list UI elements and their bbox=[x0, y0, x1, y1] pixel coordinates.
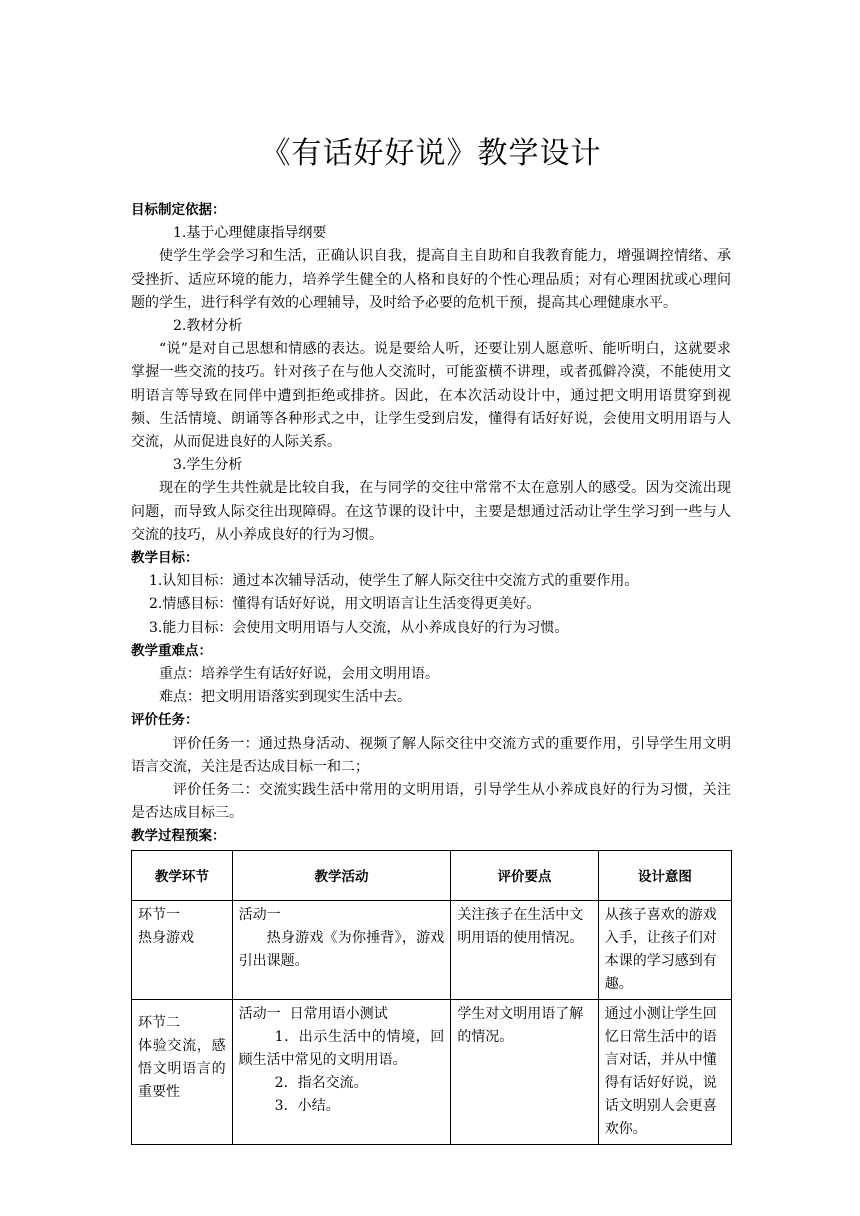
stage-cell bbox=[132, 999, 233, 1144]
stage-number: 环节一 bbox=[138, 906, 180, 923]
column-header: 教学环节 bbox=[132, 850, 233, 900]
basis-item-3-label: 3.学生分析 bbox=[173, 457, 243, 474]
basis-item-1-text: 使学生学会学习和生活，正确认识自我，提高自主自助和自我教育能力，增强调控情绪、承受挫折、适应环境的能力，培养学生健全的人格和良好的个性心理品质；对有心理困扰或心理问题的学生，进行科学有效的心理辅导，及时给予必要的危机干预，提高其心理健康水平。 bbox=[131, 248, 731, 311]
activity-line: 3．小结。 bbox=[274, 1097, 340, 1114]
basis-item-2-label: 2.教材分析 bbox=[173, 318, 243, 335]
column-header: 设计意图 bbox=[598, 850, 731, 900]
table-row bbox=[132, 900, 732, 999]
column-header: 教学活动 bbox=[232, 850, 451, 900]
keypoint-item: 难点：把文明用语落实到现实生活中去。 bbox=[159, 689, 411, 706]
activity-cell bbox=[232, 900, 451, 999]
activity-title: 活动一 bbox=[238, 906, 281, 923]
process-table bbox=[131, 850, 732, 1145]
goal-item: 3.能力目标：会使用文明用语与人交流，从小养成良好的行为习惯。 bbox=[149, 619, 569, 636]
evaluation-cell: 关注孩子在生活中文明用语的使用情况。 bbox=[451, 900, 598, 999]
column-header: 评价要点 bbox=[451, 850, 598, 900]
tasks-heading: 评价任务： bbox=[131, 712, 199, 729]
activity-line: 2．指名交流。 bbox=[274, 1074, 368, 1091]
task-item: 评价任务一：通过热身活动、视频了解人际交往中交流方式的重要作用，引导学生用文明语言交流，关注是否达成目标一和二； bbox=[131, 735, 731, 775]
basis-heading: 目标制定依据： bbox=[131, 202, 226, 218]
table-row bbox=[132, 999, 732, 1144]
stage-cell bbox=[132, 900, 233, 999]
table-header-row bbox=[132, 850, 732, 900]
goal-item: 2.情感目标：懂得有话好好说，用文明语言让生活变得更美好。 bbox=[149, 596, 541, 613]
task-item: 评价任务二：交流实践生活中常用的文明用语，引导学生从小养成良好的行为习惯，关注是否达成目标三。 bbox=[131, 782, 731, 822]
document-body bbox=[131, 199, 731, 1145]
activity-line: 热身游戏《为你捶背》，游戏引出课题。 bbox=[238, 929, 445, 969]
keypoint-item: 重点：培养学生有话好好说，会用文明用语。 bbox=[159, 666, 439, 683]
activity-line: 1．出示生活中的情境，回顾生活中常见的文明用语。 bbox=[238, 1028, 445, 1068]
goal-item: 1.认知目标：通过本次辅导活动，使学生了解人际交往中交流方式的重要作用。 bbox=[149, 573, 639, 590]
activity-cell bbox=[232, 999, 451, 1144]
intent-cell: 从孩子喜欢的游戏入手，让孩子们对本课的学习感到有趣。 bbox=[598, 900, 731, 999]
goals-heading: 教学目标： bbox=[131, 550, 199, 567]
stage-number: 环节二 bbox=[138, 1014, 180, 1031]
process-heading: 教学过程预案： bbox=[131, 828, 226, 845]
keypoints-heading: 教学重难点： bbox=[131, 642, 212, 659]
evaluation-cell: 学生对文明用语了解的情况。 bbox=[451, 999, 598, 1144]
stage-name: 体验交流，感悟文明语言的重要性 bbox=[138, 1037, 226, 1100]
basis-item-1-label: 1.基于心理健康指导纲要 bbox=[173, 225, 327, 242]
page-title: 《有话好好说》教学设计 bbox=[260, 136, 602, 171]
intent-cell: 通过小测让学生回忆日常生活中的语言对话，并从中懂得有话好好说，说话文明别人会更喜欢你。 bbox=[598, 999, 731, 1144]
basis-item-3-text: 现在的学生共性就是比较自我，在与同学的交往中常常不太在意别人的感受。因为交流出现问题，而导致人际交往出现障碍。在这节课的设计中，主要是想通过活动让学生学习到一些与人交流的技巧，从小养成良好的行为习惯。 bbox=[131, 480, 731, 543]
activity-title: 活动一 日常用语小测试 bbox=[238, 1005, 388, 1022]
stage-name: 热身游戏 bbox=[138, 929, 194, 946]
basis-item-2-text: “说”是对自己思想和情感的表达。说是要给人听，还要让别人愿意听、能听明白，这就要求掌握一些交流的技巧。针对孩子在与他人交流时，可能蛮横不讲理，或者孤僻冷漠，不能使用文明语言等导致在同伴中遭到拒绝或排挤。因此，在本次活动设计中，通过把文明用语贯穿到视频、生活情境、朗诵等各种形式之中，让学生受到启发，懂得有话好好说，会使用文明用语与人交流，从而促进良好的人际关系。 bbox=[131, 341, 731, 451]
